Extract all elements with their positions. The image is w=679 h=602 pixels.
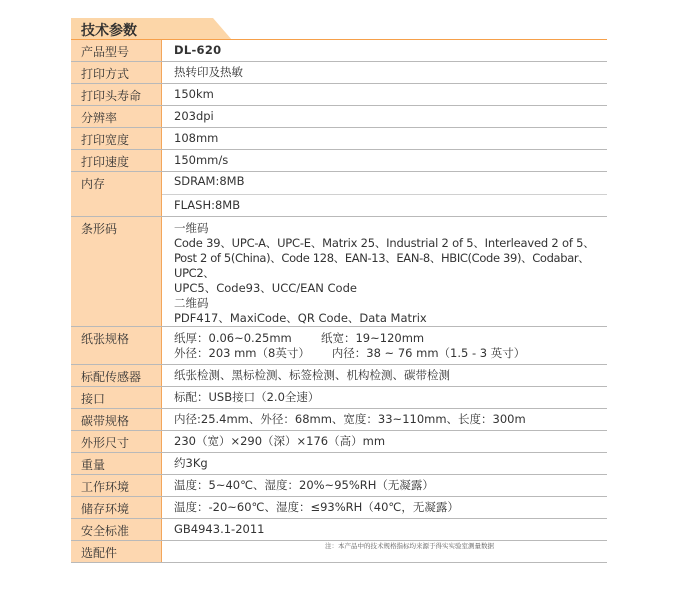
table-row	[71, 217, 607, 327]
spec-value: 温度：-20~60℃、湿度：≤93%RH（40℃，无凝露）	[162, 497, 608, 519]
barcode-1d-line: UPC5、Code93、UCC/EAN Code	[174, 281, 357, 295]
spec-sheet	[71, 18, 607, 563]
table-row	[71, 409, 607, 431]
table-row	[71, 106, 607, 128]
spec-label: 标配传感器	[71, 365, 162, 387]
spec-label: 接口	[71, 387, 162, 409]
spec-label: 外形尺寸	[71, 431, 162, 453]
table-row	[71, 519, 607, 541]
spec-value: 纸张检测、黑标检测、标签检测、机构检测、碳带检测	[162, 365, 608, 387]
spec-label: 打印速度	[71, 150, 162, 172]
spec-value-memory	[162, 172, 608, 217]
spec-label: 重量	[71, 453, 162, 475]
memory-flash: FLASH:8MB	[174, 198, 241, 212]
spec-label: 内存	[71, 172, 162, 217]
spec-value-model: DL-620	[162, 40, 608, 62]
spec-value: 150mm/s	[162, 150, 608, 172]
table-row	[71, 62, 607, 84]
table-row	[71, 365, 607, 387]
spec-label: 打印头寿命	[71, 84, 162, 106]
paper-line: 外径：203 mm（8英寸） 内径：38 ~ 76 mm（1.5 - 3 英寸）	[174, 346, 526, 360]
spec-label: 打印宽度	[71, 128, 162, 150]
spec-label: 纸张规格	[71, 327, 162, 365]
barcode-2d-heading: 二维码	[174, 296, 209, 310]
table-row	[71, 84, 607, 106]
spec-value: 203dpi	[162, 106, 608, 128]
spec-label: 产品型号	[71, 40, 162, 62]
spec-label: 条形码	[71, 217, 162, 327]
spec-value: 约3Kg	[162, 453, 608, 475]
spec-value: GB4943.1-2011	[162, 519, 608, 541]
spec-table	[71, 40, 607, 563]
spec-value: 标配：USB接口（2.0全速）	[162, 387, 608, 409]
spec-value: 108mm	[162, 128, 608, 150]
barcode-2d-line: PDF417、MaxiCode、QR Code、Data Matrix	[174, 311, 427, 325]
memory-divider	[162, 194, 607, 195]
barcode-1d-heading: 一维码	[174, 221, 209, 235]
table-row	[71, 431, 607, 453]
spec-label: 分辨率	[71, 106, 162, 128]
table-row	[71, 172, 607, 217]
table-row	[71, 150, 607, 172]
table-row	[71, 497, 607, 519]
spec-value: 内径:25.4mm、外径：68mm、宽度：33~110mm、长度：300m	[162, 409, 608, 431]
spec-value-paper	[162, 327, 608, 365]
table-row	[71, 128, 607, 150]
spec-label: 打印方式	[71, 62, 162, 84]
title-underline	[71, 39, 607, 40]
spec-value: 150km	[162, 84, 608, 106]
table-row	[71, 475, 607, 497]
barcode-1d-line: Post 2 of 5(China)、Code 128、EAN-13、EAN-8、HBIC(Code 39)、Codabar、UPC2、	[174, 251, 590, 280]
memory-sdram: SDRAM:8MB	[174, 174, 245, 188]
table-row	[71, 40, 607, 62]
spec-value: 温度：5~40℃、湿度：20%~95%RH（无凝露）	[162, 475, 608, 497]
page-title: 技术参数	[81, 23, 137, 39]
footnote: 注：本产品中的技术规格指标均来源于得实实验室测量数据	[325, 542, 494, 550]
spec-label: 安全标准	[71, 519, 162, 541]
spec-label: 工作环境	[71, 475, 162, 497]
spec-value: 热转印及热敏	[162, 62, 608, 84]
table-row	[71, 453, 607, 475]
spec-label: 储存环境	[71, 497, 162, 519]
barcode-1d-line: Code 39、UPC-A、UPC-E、Matrix 25、Industrial 2 of 5、Interleaved 2 of 5、	[174, 236, 595, 250]
table-row	[71, 327, 607, 365]
table-row	[71, 387, 607, 409]
spec-value-barcode	[162, 217, 608, 327]
paper-line: 纸厚：0.06~0.25mm 纸宽：19~120mm	[174, 331, 425, 345]
title-bar	[71, 18, 607, 40]
spec-label: 选配件	[71, 541, 162, 563]
spec-value: 230（宽）×290（深）×176（高）mm	[162, 431, 608, 453]
spec-label: 碳带规格	[71, 409, 162, 431]
